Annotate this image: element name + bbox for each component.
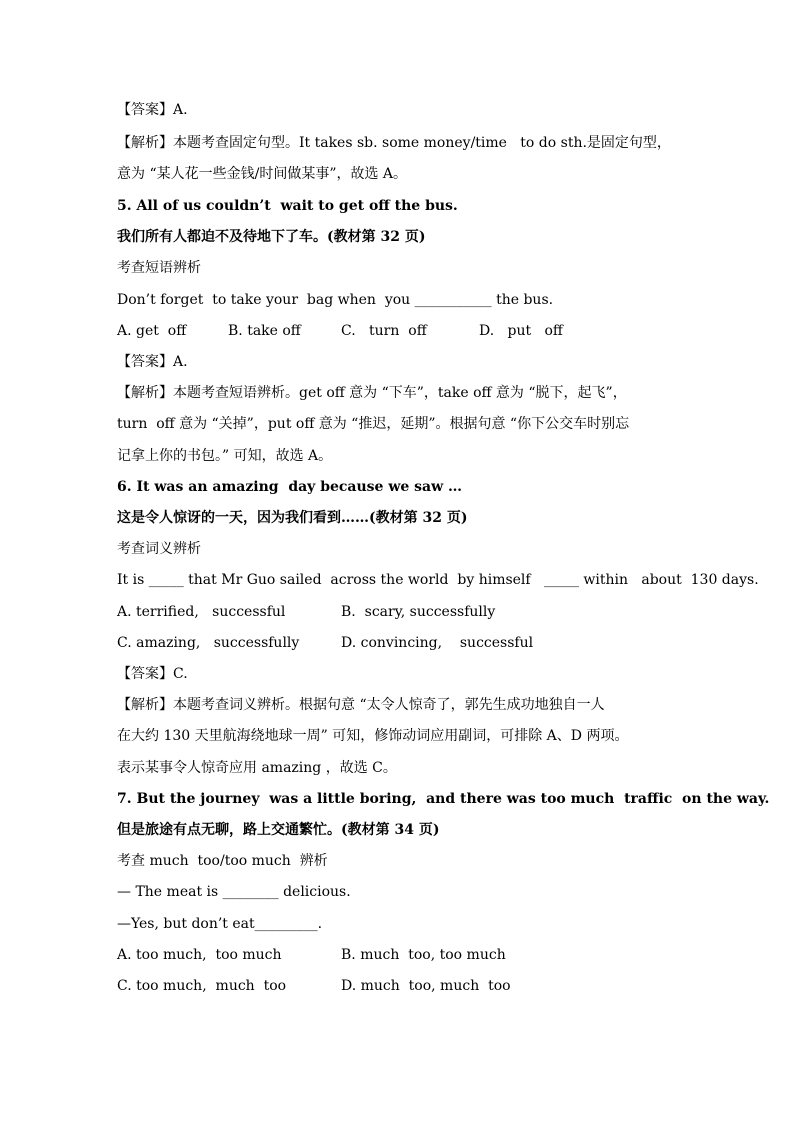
q6-analysis-line-2: 在大约 130 天里航海绕地球一周” 可知，修饰动词应用副词，可排除 A、D 两项。 [117, 728, 629, 744]
q7-option-a: A. too much, too much [117, 947, 282, 963]
q5-option-a: A. get off [117, 323, 187, 339]
q7-dialogue-line-2: —Yes, but don’t eat_________. [117, 916, 323, 932]
q4-analysis-line-1: 【解析】本题考查固定句型。It takes sb. some money/time to do sth.是固定句型， [117, 135, 671, 151]
q4-analysis-line-2: 意为 “某人花一些金钱/时间做某事”，故选 A。 [117, 166, 408, 182]
q4-answer: 【答案】A. [117, 102, 188, 118]
q5-chinese-sentence: 我们所有人都迫不及待地下了车。(教材第 32 页) [117, 229, 426, 245]
q6-topic: 考查词义辨析 [117, 541, 201, 557]
q6-option-d: D. convincing, successful [341, 635, 534, 651]
q5-option-b: B. take off [228, 323, 301, 339]
q7-english-sentence: 7. But the journey was a little boring, and there was too much traffic on the way. [117, 791, 770, 807]
q7-chinese-sentence: 但是旅途有点无聊，路上交通繁忙。(教材第 34 页) [117, 822, 440, 838]
q7-option-c: C. too much, much too [117, 978, 287, 994]
q6-english-sentence: 6. It was an amazing day because we saw … [117, 479, 463, 495]
q6-question-stem: It is _____ that Mr Guo sailed across the world by himself _____ within about 130 days. [117, 572, 759, 588]
q5-option-d: D. put off [479, 323, 563, 339]
q5-analysis-line-3: 记拿上你的书包。” 可知，故选 A。 [117, 448, 333, 464]
q6-answer: 【答案】C. [117, 666, 188, 682]
q6-chinese-sentence: 这是令人惊讶的一天，因为我们看到……(教材第 32 页) [117, 510, 468, 526]
q5-answer: 【答案】A. [117, 354, 188, 370]
q5-analysis-line-1: 【解析】本题考查短语辨析。get off 意为 “下车”，take off 意为 “脱下，起飞”， [117, 385, 627, 401]
q7-dialogue-line-1: — The meat is ________ delicious. [117, 884, 351, 900]
q6-option-b: B. scary, successfully [341, 604, 496, 620]
q5-analysis-line-2: turn off 意为 “关掉”，put off 意为 “推迟，延期”。根据句意 “你下公交车时别忘 [117, 416, 630, 432]
q6-analysis-line-1: 【解析】本题考查词义辨析。根据句意 “太令人惊奇了，郭先生成功地独自一人 [117, 697, 605, 713]
q5-english-sentence: 5. All of us couldn’t wait to get off the bus. [117, 198, 458, 214]
q5-option-c: C. turn off [341, 323, 427, 339]
q7-option-d: D. much too, much too [341, 978, 511, 994]
q6-analysis-line-3: 表示某事令人惊奇应用 amazing ，故选 C。 [117, 760, 397, 776]
q7-topic: 考查 much too/too much 辨析 [117, 853, 328, 869]
q5-topic: 考查短语辨析 [117, 260, 201, 276]
q6-option-c: C. amazing, successfully [117, 635, 300, 651]
q6-option-a: A. terrified, successful [117, 604, 286, 620]
q7-option-b: B. much too, too much [341, 947, 506, 963]
q5-question-stem: Don’t forget to take your bag when you ___________ the bus. [117, 292, 554, 308]
